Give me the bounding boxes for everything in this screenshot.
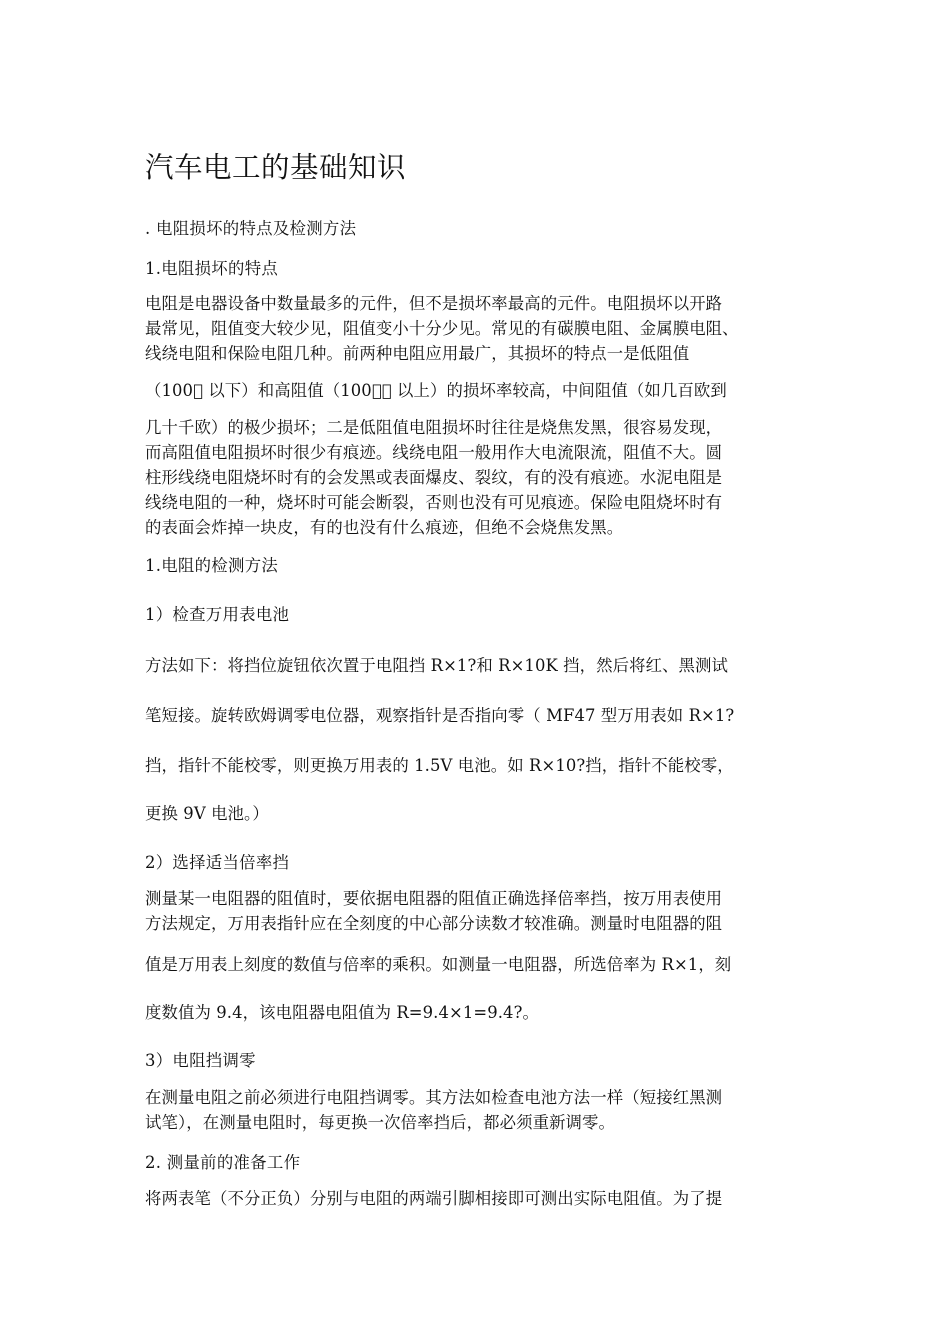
subsection-heading: 1.电阻损坏的特点 — [145, 259, 279, 278]
paragraph-line: 柱形线绕电阻烧坏时有的会发黑或表面爆皮、裂纹，有的没有痕迹。水泥电阻是 — [145, 468, 723, 487]
paragraph-line: 挡，指针不能校零，则更换万用表的 1.5V 电池。如 R×10?挡，指针不能校零， — [145, 756, 734, 775]
paragraph-line: 方法如下：将挡位旋钮依次置于电阻挡 R×1?和 R×10K 挡，然后将红、黑测试 — [145, 656, 729, 675]
subsection-heading: 2. 测量前的准备工作 — [145, 1153, 301, 1172]
paragraph-line: 而高阻值电阻损坏时很少有痕迹。线绕电阻一般用作大电流限流，阻值不大。圆 — [145, 443, 723, 462]
document-title: 汽车电工的基础知识 — [145, 151, 407, 184]
paragraph-line: 更换 9V 电池。） — [145, 804, 269, 823]
section-heading: . 电阻损坏的特点及检测方法 — [145, 219, 357, 238]
paragraph-line: 电阻是电器设备中数量最多的元件，但不是损坏率最高的元件。电阻损坏以开路 — [145, 294, 723, 313]
paragraph-line: 在测量电阻之前必须进行电阻挡调零。其方法如检查电池方法一样（短接红黑测 — [145, 1088, 723, 1107]
paragraph-line: 值是万用表上刻度的数值与倍率的乘积。如测量一电阻器，所选倍率为 R×1，刻 — [145, 955, 732, 974]
paragraph-line: 试笔），在测量电阻时，每更换一次倍率挡后，都必须重新调零。 — [145, 1113, 616, 1132]
paragraph-line: 线绕电阻的一种，烧坏时可能会断裂，否则也没有可见痕迹。保险电阻烧坏时有 — [145, 493, 723, 512]
paragraph-line: 度数值为 9.4，该电阻器电阻值为 R=9.4×1=9.4?。 — [145, 1003, 539, 1022]
paragraph-line: 将两表笔（不分正负）分别与电阻的两端引脚相接即可测出实际电阻值。为了提 — [145, 1189, 723, 1208]
paragraph-line: 线绕电阻和保险电阻几种。前两种电阻应用最广，其损坏的特点一是低阻值 — [145, 344, 690, 363]
paragraph-line: 测量某一电阻器的阻值时，要依据电阻器的阻值正确选择倍率挡，按万用表使用 — [145, 889, 723, 908]
paragraph-line: 方法规定，万用表指针应在全刻度的中心部分读数才较准确。测量时电阻器的阻 — [145, 914, 723, 933]
paragraph-line: 最常见，阻值变大较少见，阻值变小十分少见。常见的有碳膜电阻、金属膜电阻、 — [145, 319, 739, 338]
step-heading: 1）检查万用表电池 — [145, 605, 290, 624]
subsection-heading: 1.电阻的检测方法 — [145, 556, 279, 575]
step-heading: 3）电阻挡调零 — [145, 1051, 256, 1070]
paragraph-line: 的表面会炸掉一块皮，有的也没有什么痕迹，但绝不会烧焦发黑。 — [145, 518, 624, 537]
paragraph-line: 笔短接。旋转欧姆调零电位器，观察指针是否指向零（ MF47 型万用表如 R×1? — [145, 706, 735, 725]
paragraph-line: （100  以下）和高阻值（100   以上）的损坏率较高，中间阻值（如几百欧到 — [145, 381, 727, 400]
paragraph-line: 几十千欧）的极少损坏；二是低阻值电阻损坏时往往是烧焦发黑，很容易发现， — [145, 418, 723, 437]
step-heading: 2）选择适当倍率挡 — [145, 853, 290, 872]
